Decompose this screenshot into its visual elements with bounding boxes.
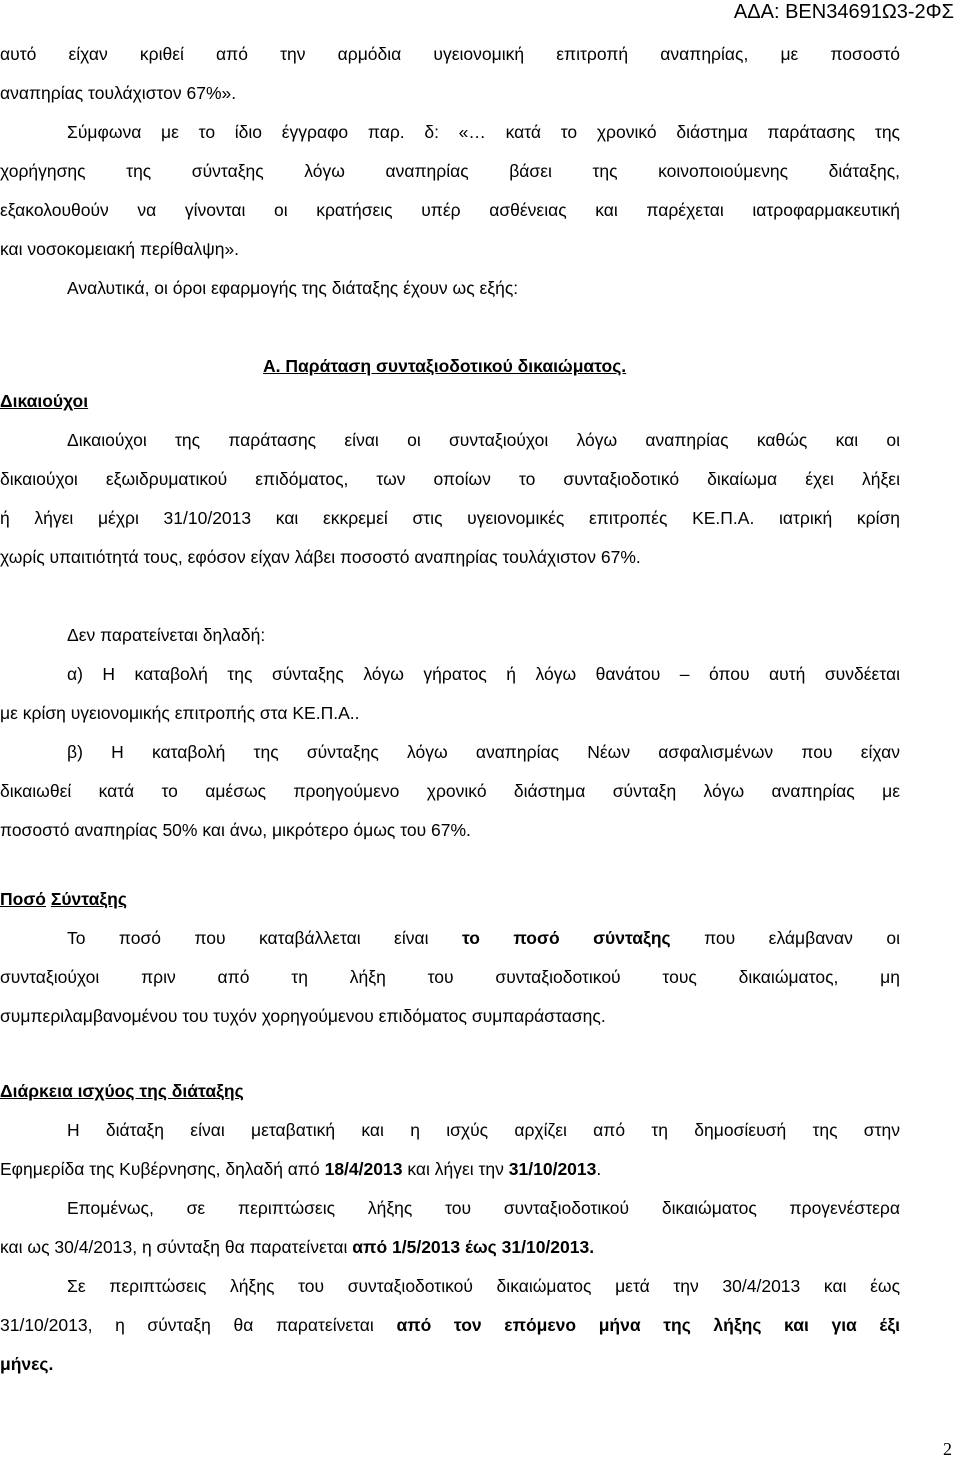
section-a-title: Α. Παράταση συνταξιοδοτικού δικαιώματος. <box>263 356 627 376</box>
duration-line: Επομένως, σε περιπτώσεις λήξης του συνταξιοδοτικού δικαιώματος προγενέστερα <box>67 1198 900 1218</box>
not-extended-item-a: α) Η καταβολή της σύνταξης λόγω γήρατος ή λόγω θανάτου – όπου αυτή συνδέεται <box>67 664 900 684</box>
amount-line: Το ποσό που καταβάλλεται είναι το ποσό σύνταξης που ελάμβαναν οι <box>67 928 900 948</box>
duration-line: Σε περιπτώσεις λήξης του συνταξιοδοτικού δικαιώματος μετά την 30/4/2013 και έως <box>67 1276 900 1296</box>
beneficiaries-heading: Δικαιούχοι <box>0 391 89 411</box>
not-extended-item-b: β) Η καταβολή της σύνταξης λόγω αναπηρίας Νέων ασφαλισμένων που είχαν <box>67 742 900 762</box>
intro-line: εξακολουθούν να γίνονται οι κρατήσεις υπέρ ασθένειας και παρέχεται ιατροφαρμακευτική <box>0 200 900 220</box>
not-extended-item-b: δικαιωθεί κατά το αμέσως προηγούμενο χρονικό διάστημα σύνταξη λόγω αναπηρίας με <box>0 781 900 801</box>
intro-line: Αναλυτικά, οι όροι εφαρμογής της διάταξης έχουν ως εξής: <box>67 278 519 298</box>
duration-heading: Διάρκεια ισχύος της διάταξης <box>0 1081 244 1101</box>
intro-line: αυτό είχαν κριθεί από την αρμόδια υγειονομική επιτροπή αναπηρίας, με ποσοστό <box>0 44 900 64</box>
duration-line: μήνες. <box>0 1354 54 1374</box>
not-extended-item-b: ποσοστό αναπηρίας 50% και άνω, μικρότερο όμως του 67%. <box>0 820 471 840</box>
duration-line: Εφημερίδα της Κυβέρνησης, δηλαδή από 18/4/2013 και λήγει την 31/10/2013. <box>0 1159 602 1179</box>
page-number: 2 <box>943 1439 952 1459</box>
duration-line: 31/10/2013, η σύνταξη θα παρατείνεται από τον επόμενο μήνα της λήξης και για έξι <box>0 1315 900 1335</box>
intro-line: αναπηρίας τουλάχιστον 67%». <box>0 83 237 103</box>
intro-line: χορήγησης της σύνταξης λόγω αναπηρίας βάσει της κοινοποιούμενης διάταξης, <box>0 161 900 181</box>
amount-heading: Ποσό Σύνταξης <box>0 889 127 909</box>
amount-line: συνταξιούχοι πριν από τη λήξη του συνταξιοδοτικού τους δικαιώματος, μη <box>0 967 900 987</box>
amount-line: συμπεριλαμβανομένου του τυχόν χορηγούμενου επιδόματος συμπαράστασης. <box>0 1006 606 1026</box>
intro-line: Σύμφωνα με το ίδιο έγγραφο παρ. δ: «… κατά το χρονικό διάστημα παράτασης της <box>67 122 900 142</box>
duration-line: και ως 30/4/2013, η σύνταξη θα παρατείνεται από 1/5/2013 έως 31/10/2013. <box>0 1237 595 1257</box>
beneficiaries-line: Δικαιούχοι της παράτασης είναι οι συνταξιούχοι λόγω αναπηρίας καθώς και οι <box>67 430 900 450</box>
beneficiaries-line: ή λήγει μέχρι 31/10/2013 και εκκρεμεί στις υγειονομικές επιτροπές ΚΕ.Π.Α. ιατρική κρίση <box>0 508 900 528</box>
not-extended-item-a: με κρίση υγειονομικής επιτροπής στα ΚΕ.Π.Α.. <box>0 703 360 723</box>
ada-code: ΑΔΑ: ΒΕΝ34691Ω3-2ΦΣ <box>733 1 954 23</box>
intro-line: και νοσοκομειακή περίθαλψη». <box>0 239 240 259</box>
duration-line: Η διάταξη είναι μεταβατική και η ισχύς αρχίζει από τη δημοσίευσή της στην <box>67 1120 900 1140</box>
beneficiaries-line: χωρίς υπαιτιότητά τους, εφόσον είχαν λάβει ποσοστό αναπηρίας τουλάχιστον 67%. <box>0 547 641 567</box>
not-extended-heading: Δεν παρατείνεται δηλαδή: <box>67 625 266 645</box>
beneficiaries-line: δικαιούχοι εξωιδρυματικού επιδόματος, των οποίων το συνταξιοδοτικό δικαίωμα έχει λήξει <box>0 469 900 489</box>
